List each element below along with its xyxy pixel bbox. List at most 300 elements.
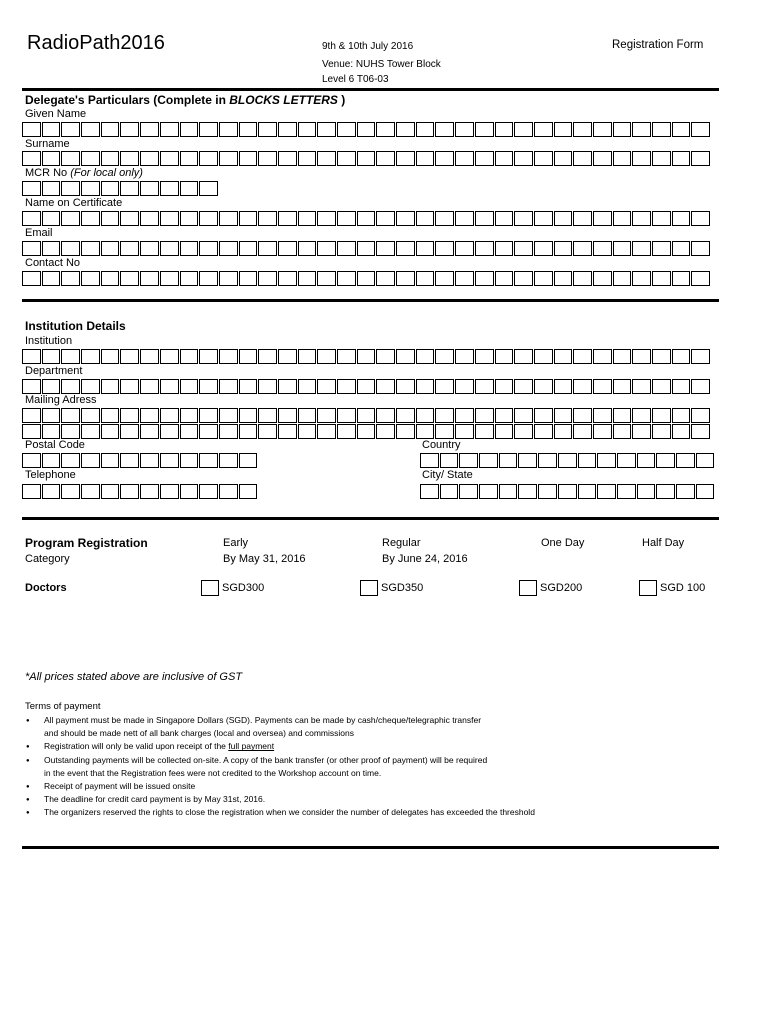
char-box[interactable] [81,122,100,137]
char-box[interactable] [140,408,159,423]
char-box[interactable] [298,424,317,439]
char-box[interactable] [691,211,710,226]
char-box[interactable] [534,211,553,226]
char-box[interactable] [337,151,356,166]
char-box[interactable] [554,379,573,394]
char-box[interactable] [337,424,356,439]
char-box[interactable] [672,349,691,364]
char-box[interactable] [61,122,80,137]
char-box[interactable] [696,484,715,499]
char-box[interactable] [420,453,439,468]
char-box[interactable] [199,484,218,499]
contact-field[interactable] [22,271,711,286]
given-name-field[interactable] [22,122,711,137]
char-box[interactable] [455,241,474,256]
char-box[interactable] [22,349,41,364]
char-box[interactable] [219,271,238,286]
char-box[interactable] [81,241,100,256]
char-box[interactable] [672,271,691,286]
char-box[interactable] [101,379,120,394]
char-box[interactable] [199,408,218,423]
mailing-address-field-2[interactable] [22,424,711,439]
char-box[interactable] [22,484,41,499]
char-box[interactable] [455,408,474,423]
char-box[interactable] [298,349,317,364]
char-box[interactable] [459,453,478,468]
char-box[interactable] [298,271,317,286]
char-box[interactable] [514,271,533,286]
char-box[interactable] [278,122,297,137]
char-box[interactable] [61,379,80,394]
one-day-checkbox[interactable] [519,580,537,596]
char-box[interactable] [613,408,632,423]
char-box[interactable] [495,379,514,394]
char-box[interactable] [317,271,336,286]
char-box[interactable] [258,379,277,394]
postal-code-field[interactable] [22,453,258,468]
char-box[interactable] [435,424,454,439]
char-box[interactable] [199,211,218,226]
char-box[interactable] [239,379,258,394]
char-box[interactable] [416,211,435,226]
char-box[interactable] [160,453,179,468]
half-day-checkbox[interactable] [639,580,657,596]
char-box[interactable] [534,408,553,423]
char-box[interactable] [22,424,41,439]
char-box[interactable] [672,211,691,226]
char-box[interactable] [416,122,435,137]
char-box[interactable] [632,271,651,286]
char-box[interactable] [160,484,179,499]
char-box[interactable] [61,349,80,364]
char-box[interactable] [435,122,454,137]
char-box[interactable] [337,379,356,394]
char-box[interactable] [180,271,199,286]
char-box[interactable] [573,408,592,423]
char-box[interactable] [42,181,61,196]
char-box[interactable] [61,241,80,256]
char-box[interactable] [691,379,710,394]
char-box[interactable] [298,241,317,256]
char-box[interactable] [632,122,651,137]
char-box[interactable] [258,424,277,439]
char-box[interactable] [101,151,120,166]
char-box[interactable] [42,424,61,439]
char-box[interactable] [435,408,454,423]
char-box[interactable] [499,484,518,499]
char-box[interactable] [199,424,218,439]
char-box[interactable] [558,484,577,499]
char-box[interactable] [475,271,494,286]
char-box[interactable] [617,453,636,468]
char-box[interactable] [22,271,41,286]
char-box[interactable] [81,484,100,499]
char-box[interactable] [435,271,454,286]
char-box[interactable] [652,379,671,394]
char-box[interactable] [495,271,514,286]
char-box[interactable] [416,349,435,364]
char-box[interactable] [180,408,199,423]
char-box[interactable] [180,379,199,394]
char-box[interactable] [479,484,498,499]
mcr-field[interactable] [22,181,219,196]
char-box[interactable] [357,151,376,166]
char-box[interactable] [514,424,533,439]
char-box[interactable] [239,484,258,499]
char-box[interactable] [160,349,179,364]
char-box[interactable] [258,151,277,166]
char-box[interactable] [632,211,651,226]
char-box[interactable] [416,271,435,286]
char-box[interactable] [593,151,612,166]
char-box[interactable] [298,379,317,394]
char-box[interactable] [518,453,537,468]
char-box[interactable] [475,349,494,364]
char-box[interactable] [376,122,395,137]
char-box[interactable] [140,349,159,364]
char-box[interactable] [120,379,139,394]
char-box[interactable] [495,408,514,423]
char-box[interactable] [101,211,120,226]
char-box[interactable] [101,408,120,423]
char-box[interactable] [101,484,120,499]
char-box[interactable] [120,211,139,226]
char-box[interactable] [278,424,297,439]
char-box[interactable] [514,349,533,364]
char-box[interactable] [239,241,258,256]
char-box[interactable] [554,211,573,226]
char-box[interactable] [593,424,612,439]
char-box[interactable] [593,241,612,256]
char-box[interactable] [475,211,494,226]
char-box[interactable] [534,151,553,166]
char-box[interactable] [61,408,80,423]
char-box[interactable] [278,408,297,423]
char-box[interactable] [691,271,710,286]
char-box[interactable] [613,424,632,439]
char-box[interactable] [416,241,435,256]
char-box[interactable] [180,424,199,439]
char-box[interactable] [317,241,336,256]
char-box[interactable] [514,151,533,166]
char-box[interactable] [160,424,179,439]
char-box[interactable] [676,453,695,468]
char-box[interactable] [475,408,494,423]
char-box[interactable] [120,484,139,499]
char-box[interactable] [317,211,336,226]
char-box[interactable] [652,122,671,137]
char-box[interactable] [455,379,474,394]
char-box[interactable] [637,453,656,468]
char-box[interactable] [376,271,395,286]
char-box[interactable] [160,408,179,423]
char-box[interactable] [656,453,675,468]
char-box[interactable] [81,151,100,166]
char-box[interactable] [495,211,514,226]
char-box[interactable] [554,424,573,439]
char-box[interactable] [42,211,61,226]
char-box[interactable] [140,484,159,499]
char-box[interactable] [258,408,277,423]
char-box[interactable] [435,241,454,256]
char-box[interactable] [61,484,80,499]
char-box[interactable] [435,349,454,364]
char-box[interactable] [160,151,179,166]
char-box[interactable] [613,379,632,394]
char-box[interactable] [120,349,139,364]
char-box[interactable] [140,151,159,166]
char-box[interactable] [357,408,376,423]
char-box[interactable] [317,151,336,166]
char-box[interactable] [578,453,597,468]
char-box[interactable] [219,349,238,364]
department-field[interactable] [22,379,711,394]
char-box[interactable] [258,349,277,364]
char-box[interactable] [81,424,100,439]
char-box[interactable] [42,379,61,394]
char-box[interactable] [239,453,258,468]
char-box[interactable] [573,151,592,166]
certificate-name-field[interactable] [22,211,711,226]
char-box[interactable] [495,122,514,137]
char-box[interactable] [317,424,336,439]
char-box[interactable] [554,408,573,423]
char-box[interactable] [317,408,336,423]
char-box[interactable] [278,151,297,166]
char-box[interactable] [199,122,218,137]
char-box[interactable] [81,211,100,226]
char-box[interactable] [219,211,238,226]
char-box[interactable] [298,122,317,137]
char-box[interactable] [42,453,61,468]
char-box[interactable] [573,122,592,137]
char-box[interactable] [617,484,636,499]
char-box[interactable] [42,122,61,137]
char-box[interactable] [672,408,691,423]
char-box[interactable] [120,241,139,256]
char-box[interactable] [180,453,199,468]
char-box[interactable] [416,408,435,423]
char-box[interactable] [278,211,297,226]
char-box[interactable] [376,408,395,423]
char-box[interactable] [140,122,159,137]
char-box[interactable] [219,453,238,468]
char-box[interactable] [652,241,671,256]
char-box[interactable] [298,408,317,423]
char-box[interactable] [396,349,415,364]
char-box[interactable] [22,122,41,137]
early-checkbox[interactable] [201,580,219,596]
char-box[interactable] [199,271,218,286]
char-box[interactable] [593,122,612,137]
char-box[interactable] [593,379,612,394]
char-box[interactable] [160,271,179,286]
char-box[interactable] [691,122,710,137]
char-box[interactable] [239,349,258,364]
city-state-field[interactable] [420,484,715,499]
char-box[interactable] [278,271,297,286]
char-box[interactable] [140,181,159,196]
char-box[interactable] [357,424,376,439]
char-box[interactable] [140,424,159,439]
char-box[interactable] [440,453,459,468]
char-box[interactable] [435,151,454,166]
char-box[interactable] [81,271,100,286]
char-box[interactable] [554,151,573,166]
char-box[interactable] [475,241,494,256]
char-box[interactable] [199,241,218,256]
char-box[interactable] [573,211,592,226]
char-box[interactable] [22,453,41,468]
char-box[interactable] [632,379,651,394]
char-box[interactable] [676,484,695,499]
char-box[interactable] [376,211,395,226]
char-box[interactable] [518,484,537,499]
char-box[interactable] [578,484,597,499]
char-box[interactable] [42,408,61,423]
char-box[interactable] [672,122,691,137]
char-box[interactable] [337,241,356,256]
char-box[interactable] [376,424,395,439]
char-box[interactable] [652,408,671,423]
char-box[interactable] [120,271,139,286]
char-box[interactable] [101,241,120,256]
char-box[interactable] [120,181,139,196]
char-box[interactable] [22,408,41,423]
char-box[interactable] [632,151,651,166]
char-box[interactable] [337,408,356,423]
char-box[interactable] [140,271,159,286]
char-box[interactable] [632,349,651,364]
char-box[interactable] [455,151,474,166]
char-box[interactable] [120,453,139,468]
char-box[interactable] [495,151,514,166]
char-box[interactable] [672,379,691,394]
char-box[interactable] [239,408,258,423]
char-box[interactable] [495,241,514,256]
char-box[interactable] [298,151,317,166]
char-box[interactable] [81,349,100,364]
char-box[interactable] [613,151,632,166]
char-box[interactable] [396,151,415,166]
char-box[interactable] [42,484,61,499]
char-box[interactable] [258,122,277,137]
char-box[interactable] [101,349,120,364]
char-box[interactable] [376,379,395,394]
char-box[interactable] [632,424,651,439]
char-box[interactable] [140,211,159,226]
char-box[interactable] [691,424,710,439]
char-box[interactable] [120,151,139,166]
char-box[interactable] [298,211,317,226]
char-box[interactable] [219,424,238,439]
char-box[interactable] [554,122,573,137]
char-box[interactable] [495,349,514,364]
char-box[interactable] [691,349,710,364]
char-box[interactable] [357,211,376,226]
char-box[interactable] [140,379,159,394]
char-box[interactable] [475,379,494,394]
char-box[interactable] [459,484,478,499]
char-box[interactable] [455,424,474,439]
char-box[interactable] [573,241,592,256]
char-box[interactable] [219,484,238,499]
char-box[interactable] [120,122,139,137]
char-box[interactable] [61,151,80,166]
char-box[interactable] [534,379,553,394]
char-box[interactable] [672,424,691,439]
char-box[interactable] [357,379,376,394]
char-box[interactable] [81,408,100,423]
char-box[interactable] [258,271,277,286]
char-box[interactable] [160,241,179,256]
char-box[interactable] [416,379,435,394]
char-box[interactable] [613,122,632,137]
char-box[interactable] [538,484,557,499]
char-box[interactable] [258,211,277,226]
char-box[interactable] [514,211,533,226]
mailing-address-field-1[interactable] [22,408,711,423]
char-box[interactable] [672,241,691,256]
char-box[interactable] [258,241,277,256]
char-box[interactable] [61,424,80,439]
char-box[interactable] [180,349,199,364]
char-box[interactable] [42,241,61,256]
char-box[interactable] [140,453,159,468]
char-box[interactable] [416,424,435,439]
char-box[interactable] [613,271,632,286]
char-box[interactable] [101,122,120,137]
char-box[interactable] [455,211,474,226]
char-box[interactable] [180,211,199,226]
char-box[interactable] [160,211,179,226]
char-box[interactable] [652,424,671,439]
char-box[interactable] [160,379,179,394]
char-box[interactable] [317,349,336,364]
char-box[interactable] [120,424,139,439]
char-box[interactable] [396,241,415,256]
char-box[interactable] [101,453,120,468]
email-field[interactable] [22,241,711,256]
char-box[interactable] [239,122,258,137]
char-box[interactable] [558,453,577,468]
regular-checkbox[interactable] [360,580,378,596]
char-box[interactable] [573,271,592,286]
char-box[interactable] [180,151,199,166]
char-box[interactable] [534,349,553,364]
char-box[interactable] [160,181,179,196]
char-box[interactable] [652,271,671,286]
char-box[interactable] [101,181,120,196]
char-box[interactable] [61,211,80,226]
char-box[interactable] [396,424,415,439]
char-box[interactable] [376,241,395,256]
char-box[interactable] [455,349,474,364]
char-box[interactable] [534,424,553,439]
char-box[interactable] [81,379,100,394]
char-box[interactable] [42,151,61,166]
char-box[interactable] [22,211,41,226]
char-box[interactable] [22,181,41,196]
char-box[interactable] [593,271,612,286]
char-box[interactable] [652,349,671,364]
char-box[interactable] [140,241,159,256]
char-box[interactable] [396,211,415,226]
char-box[interactable] [416,151,435,166]
char-box[interactable] [396,408,415,423]
char-box[interactable] [180,484,199,499]
char-box[interactable] [357,271,376,286]
